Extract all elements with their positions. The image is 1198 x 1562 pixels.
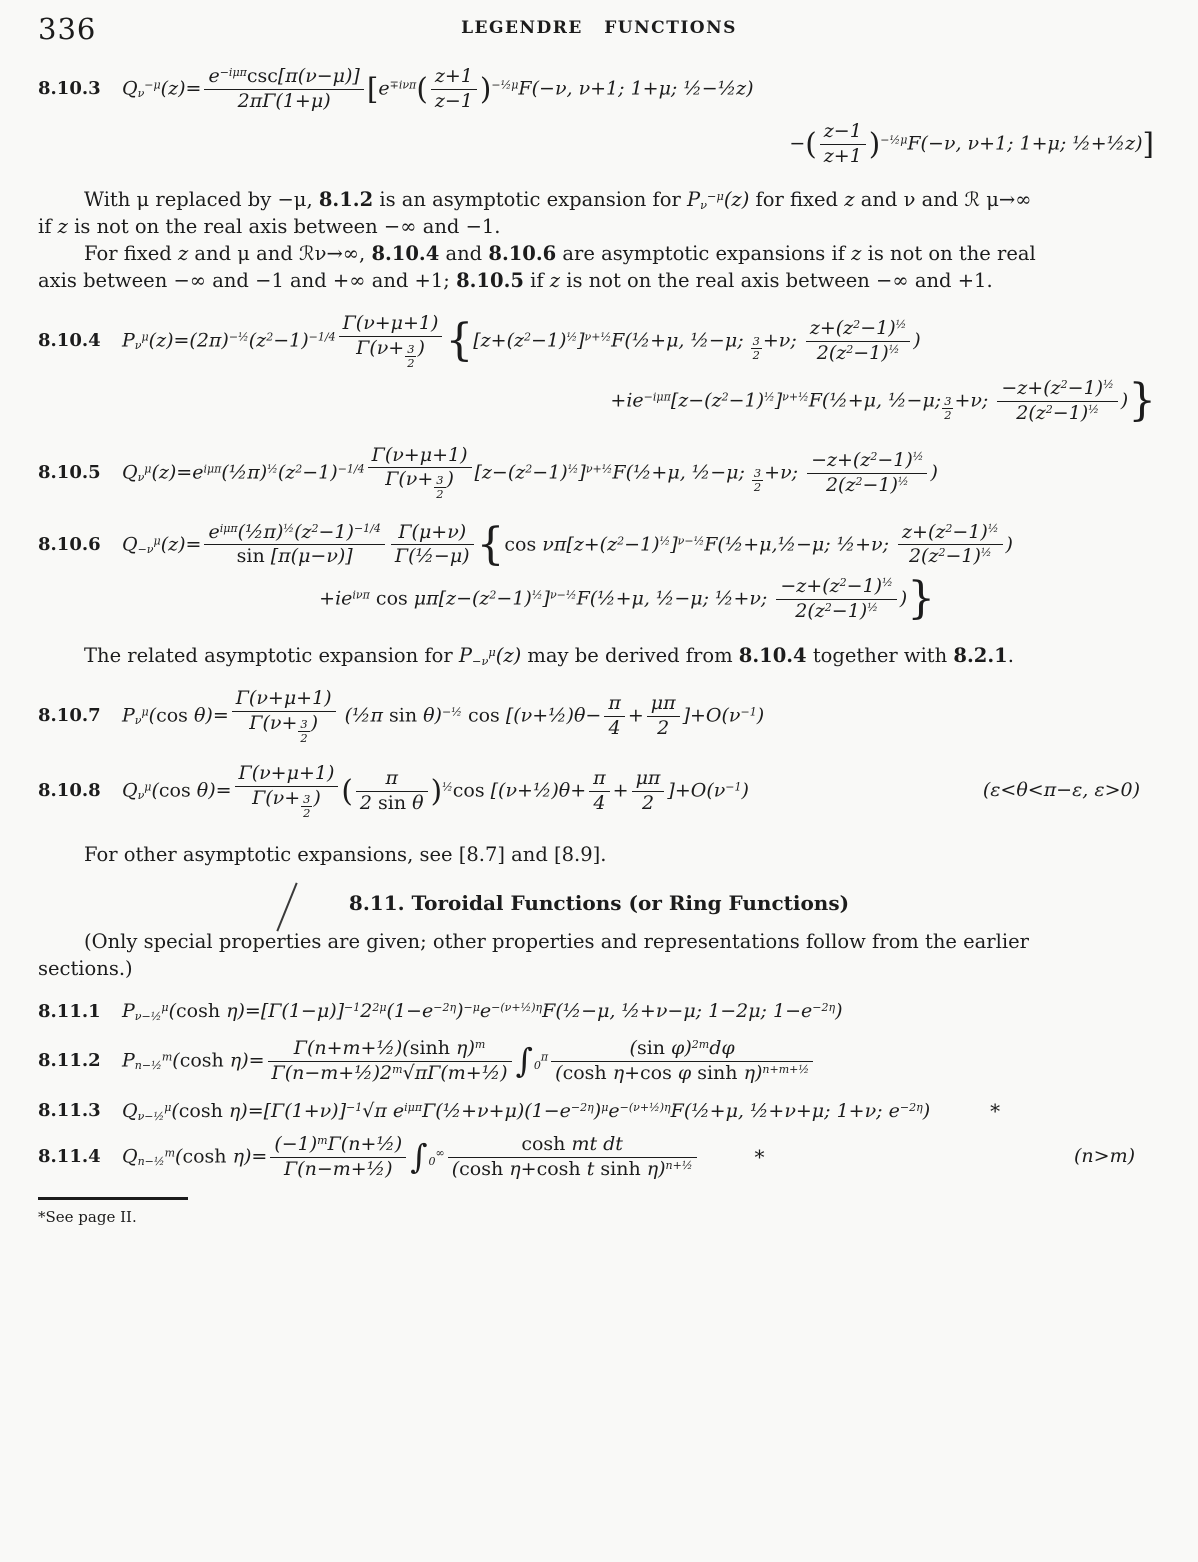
equation-number: 8.10.8 bbox=[38, 780, 101, 801]
paragraph-line: if z is not on the real axis between −∞ and −1. bbox=[38, 215, 501, 239]
equation-line bbox=[38, 518, 1160, 570]
section-heading-text: 8.11. Toroidal Functions (or Ring Functions) bbox=[348, 890, 850, 915]
equation-number: 8.10.3 bbox=[38, 78, 101, 100]
footnote-rule bbox=[38, 1197, 188, 1200]
pencil-mark bbox=[276, 882, 297, 931]
paragraph-related-expansion bbox=[38, 643, 1160, 670]
footnote-star: * bbox=[990, 1098, 1001, 1123]
equation-math: $Q_\nu^\mu(z)=e^{i\mu\pi}(\frac{1}{2}\pi)^{\frac{1}{2}}(z^2-1)^{-1/4}$ Γ(ν+μ+1) Γ(ν+ $\frac{3}{2}$ ) $[z-(z^2-1)^{\frac{1}{2}}]^{\nu+\frac{1}{2}}F(\frac{1}{2}+\mu$, ½−μ; $\frac{3}{2}$ +ν; $\frac{-z+(z^2-1)^{\frac{1}{2}}}{2(z^2-1)^{\frac{1}{2}}}$ ) bbox=[122, 443, 938, 502]
footnote-text: *See page II. bbox=[38, 1207, 137, 1226]
paragraph-line: With μ replaced by −μ, 8.1.2 is an asymptotic expansion for $P_\nu^{-\mu}(z)$ for fixed z and ν and ℛ μ→∞ bbox=[84, 188, 1032, 213]
equation-math: $+ie^{i\nu\pi}$ $\cos \mu\pi[z-(z^2-1)^{\frac{1}{2}}]^{\nu-\frac{1}{2}}F(\frac{1}{2}+\mu$, ½−μ; ½+ν; $\frac{-z+(z^2-1)^{\frac{1}{2}}}{2(z^2-1)^{\frac{1}{2}}}$ )} bbox=[319, 573, 935, 625]
paragraph-line: For other asymptotic expansions, see [8.7] and [8.9]. bbox=[84, 842, 607, 866]
equation-8-11-3 bbox=[38, 1099, 1160, 1124]
equation-line bbox=[38, 66, 1160, 113]
equation-line bbox=[38, 374, 1160, 426]
paragraph-line: The related asymptotic expansion for $P_{-\nu}^\mu(z)$ may be derived from 8.10.4 together with 8.2.1. bbox=[84, 643, 1014, 668]
equation-math: $Q_{-\nu}^\mu(z)=$ $\frac{e^{i\mu\pi}(\frac{1}{2}\pi)^{\frac{1}{2}}(z^2-1)^{-1/4}}{\sin [\pi(\mu-\nu)]}$ $\frac{\Gamma(\mu+\nu)}{\text{Γ(½−μ)}}$ {cos $\nu\pi[z+(z^2-1)^{\frac{1}{2}}]^{\nu-\frac{1}{2}}F(\frac{1}{2}+\mu,\frac{1}{2}-\mu$; ½+ν; $\frac{z+(z^2-1)^{\frac{1}{2}}}{2(z^2-1)^{\frac{1}{2}}}$ ) bbox=[122, 518, 1013, 570]
equation-8-11-1 bbox=[38, 1000, 1160, 1024]
equation-number: 8.10.7 bbox=[38, 705, 101, 727]
equation-8-10-6 bbox=[38, 518, 1160, 625]
equation-math: $P_{\nu-\frac{1}{2}}^\mu(\cosh$ $\eta)=[\Gamma(1-\mu)]^{-1}2^{2\mu}(1-e^{-2\eta})^{-\mu}e^{-(\nu+\frac{1}{2})\eta}F(\frac{1}{2}-\mu$, ½+ν−μ; 1−2μ; $1-e^{-2\eta}$) bbox=[122, 1000, 843, 1024]
footnote bbox=[38, 1208, 1160, 1226]
equation-math: $Q_{n-\frac{1}{2}}^m(\cosh$ η)= $\frac{(-1)^m\Gamma(n+\frac{1}{2})}{\text{Γ(n−m+½)}}$ $\int_0^\infty$ $\frac{\text{cosh mt dt}}{(\cosh \eta+\cosh t \sinh \eta)^{n+\frac{1}{2}}}$ bbox=[122, 1134, 700, 1181]
equation-8-10-4 bbox=[38, 313, 1160, 425]
equation-condition: (n>m) bbox=[1074, 1145, 1135, 1168]
equation-math: $Q_\nu^{-\mu}(z)=$ $\frac{e^{-i\mu\pi}\csc[\pi(\nu-\mu)]}{2\pi\Gamma(1+\mu)}$ [$e^{\mp i\nu\pi}$( $\frac{z+1}{z-1}$ )$^{-\frac{1}{2}\mu}$F(−ν, ν+1; 1+μ; ½−½z) bbox=[122, 65, 754, 112]
page-number: 336 bbox=[38, 12, 97, 46]
equation-line bbox=[38, 121, 1160, 168]
paragraph-other-expansions bbox=[38, 842, 1160, 869]
paragraph-asymptotic-mu bbox=[38, 187, 1160, 241]
running-head bbox=[38, 12, 1160, 52]
paragraph-line: (Only special properties are given; other properties and representations follow from the earlier bbox=[84, 929, 1029, 953]
running-head-title: LEGENDRE FUNCTIONS bbox=[461, 18, 737, 38]
equation-8-11-4 bbox=[38, 1134, 1160, 1181]
equation-8-11-2 bbox=[38, 1038, 1160, 1085]
equation-math: $Q_\nu^\mu(\cos$ θ)= Γ(ν+μ+1) Γ(ν+ $\frac{3}{2}$ ) ( $\frac{\pi}{\text{2 sin θ}}$ )$^{\frac{1}{2}}$cos [(ν+½)θ+ $\frac{\pi}{4}$ + $\frac{\mu\pi}{2}$ ]$+O(\nu^{-1})$ bbox=[122, 761, 749, 820]
equation-math: −( $\frac{z-1}{z+1}$ )$^{-\frac{1}{2}\mu}$F(−ν, ν+1; 1+μ; ½+½z)] bbox=[789, 119, 1154, 167]
equation-number: 8.10.5 bbox=[38, 461, 101, 483]
equation-8-10-7 bbox=[38, 688, 1160, 745]
paragraph-only-special bbox=[38, 929, 1160, 983]
equation-math: $Q_{\nu-\frac{1}{2}}^\mu(\cosh$ $\eta)=[\Gamma(1+\nu)]^{-1}√\pi$ $e^{i\mu\pi}\Gamma(\frac{1}{2}+\nu+\mu)(1-e^{-2\eta})^\mu e^{-(\nu+\frac{1}{2})\eta}F(\frac{1}{2}+\mu$, ½+ν+μ; 1+ν; $e^{-2\eta}$) bbox=[122, 1099, 931, 1123]
equation-math: $P_\nu^\mu(\cos$ θ)= Γ(ν+μ+1) Γ(ν+ $\frac{3}{2}$ ) (½π sin θ)$^{-\frac{1}{2}}$ cos [(ν+½)θ− $\frac{\pi}{4}$ + $\frac{\mu\pi}{2}$ ]$+O(\nu^{-1})$ bbox=[122, 686, 765, 745]
section-heading-toroidal bbox=[38, 891, 1160, 915]
paragraph-line: For fixed z and μ and ℛν→∞, 8.10.4 and 8.10.6 are asymptotic expansions if z is not on the real bbox=[84, 242, 1036, 266]
footnote-star: * bbox=[754, 1144, 765, 1169]
equation-number: 8.10.4 bbox=[38, 330, 101, 352]
paragraph-asymptotic-nu bbox=[38, 241, 1160, 295]
equation-line bbox=[38, 313, 1160, 370]
equation-8-10-5 bbox=[38, 445, 1160, 502]
equation-number: 8.11.4 bbox=[38, 1145, 101, 1167]
equation-number: 8.11.1 bbox=[38, 1001, 101, 1023]
paragraph-line: axis between −∞ and −1 and +∞ and +1; 8.10.5 if z is not on the real axis between −∞ and +1. bbox=[38, 269, 993, 293]
paragraph-line: sections.) bbox=[38, 956, 133, 980]
equation-8-10-3 bbox=[38, 66, 1160, 167]
equation-math: $+ie^{-i\mu\pi}[z-(z^2-1)^{\frac{1}{2}}]^{\nu+\frac{1}{2}}F(\frac{1}{2}+\mu$, ½−μ; $\frac{3}{2}$ +ν; $\frac{-z+(z^2-1)^{\frac{1}{2}}}{2(z^2-1)^{\frac{1}{2}}}$ )} bbox=[610, 374, 1156, 426]
equation-line bbox=[38, 573, 1160, 625]
equation-math: $P_\nu^\mu(z)=(2\pi)^{-\frac{1}{2}}(z^2-1)^{-1/4}$ Γ(ν+μ+1) Γ(ν+ $\frac{3}{2}$ ) {$[z+(z^2-1)^{\frac{1}{2}}]^{\nu+\frac{1}{2}}F(\frac{1}{2}+\mu$, ½−μ; $\frac{3}{2}$ +ν; $\frac{z+(z^2-1)^{\frac{1}{2}}}{2(z^2-1)^{\frac{1}{2}}}$ ) bbox=[122, 312, 921, 370]
equation-8-10-8 bbox=[38, 763, 1160, 820]
equation-condition: (ε<θ<π−ε, ε>0) bbox=[982, 779, 1140, 802]
equation-number: 8.10.6 bbox=[38, 533, 101, 555]
equation-math: $P_{n-\frac{1}{2}}^m(\cosh$ η)= $\frac{\Gamma(n+m+\frac{1}{2})(\sinh \eta)^m}{\Gamma(n-m+\frac{1}{2})2^m√\pi\Gamma(m+\frac{1}{2})}$ $\int_0^\pi$ $\frac{(\sin \varphi)^{2m}d\varphi}{(\cosh \eta+\cos \varphi \sinh \eta)^{n+m+\frac{1}{2}}}$ bbox=[122, 1038, 816, 1085]
equation-number: 8.11.2 bbox=[38, 1050, 101, 1072]
equation-number: 8.11.3 bbox=[38, 1100, 101, 1122]
